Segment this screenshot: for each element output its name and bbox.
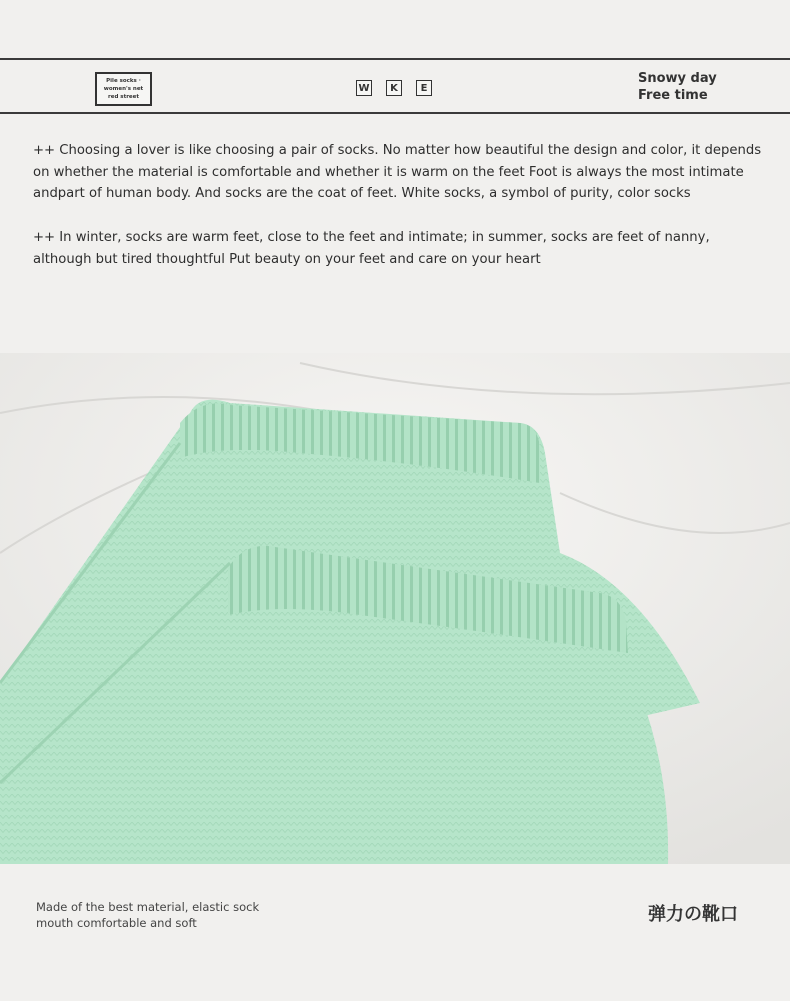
letter-badge-k: K [386, 80, 402, 96]
tagline-line-1: Snowy day [638, 71, 717, 86]
letter-badge-w: W [356, 80, 372, 96]
caption-line-1: Made of the best material, elastic sock [36, 900, 260, 914]
letter-badge-e: E [416, 80, 432, 96]
brand-line: women's net [103, 86, 144, 92]
story-text [33, 140, 768, 292]
sock-photo [0, 353, 790, 864]
story-paragraph-2: ++ In winter, socks are warm feet, close to the feet and intimate; in summer, socks are feet of nanny, although but tired thoughtful Put beauty on your feet and care on your heart [33, 229, 710, 267]
caption-line-2: mouth comfortable and soft [36, 916, 197, 930]
tagline [638, 70, 717, 104]
caption-description [36, 899, 259, 931]
brand-line: red street [108, 94, 139, 100]
story-paragraph-1: ++ Choosing a lover is like choosing a pair of socks. No matter how beautiful the design and color, it depends on whether the material is comfortable and whether it is warm on the feet Foot is always the most intimate andpart of human body. And socks are the coat of feet. White socks, a symbol of purity, color socks [33, 143, 762, 202]
tagline-line-2: Free time [638, 88, 708, 103]
header-bar [0, 58, 790, 114]
brand-line: Pile socks · [106, 78, 141, 84]
sock-illustration [0, 353, 790, 864]
brand-logo [95, 72, 152, 106]
caption-title: 弹力の靴口 [648, 904, 738, 925]
letter-badges [356, 80, 446, 96]
